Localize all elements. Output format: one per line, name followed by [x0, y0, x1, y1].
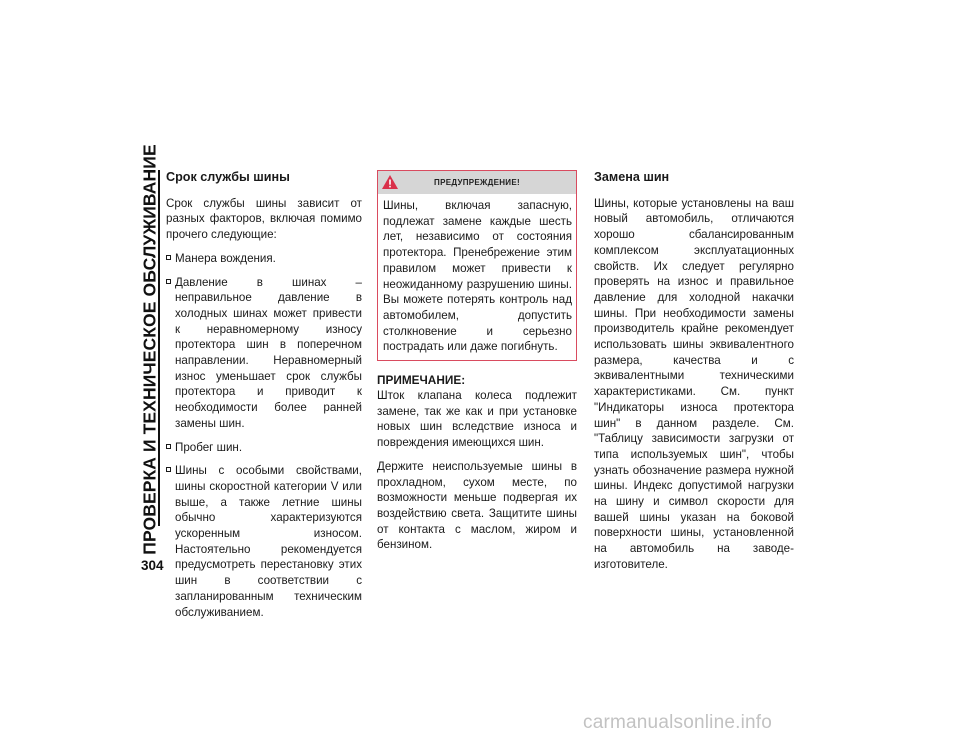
list-item: Пробег шин. — [166, 440, 362, 456]
watermark-text: carmanualsonline.info — [583, 712, 773, 733]
column-tire-life — [166, 170, 362, 628]
page-number: 304 — [141, 558, 164, 573]
section-side-title: ПРОВЕРКА И ТЕХНИЧЕСКОЕ ОБСЛУЖИВАНИЕ — [139, 143, 160, 555]
column-tire-replacement — [594, 170, 794, 581]
checkbox-bullet-icon — [166, 279, 171, 284]
replacement-paragraph: Шины, которые установлены на ваш новый автомобиль, отличаются хорошо сбалансированным комплексом эксплуатационных свойств. Их следует регулярно проверять на износ и правильное давление для холодной накачки шины. При необходимости замены производитель крайне рекомендует использовать шины эквивалентного размера, качества и с эквивалентными техническими характеристиками. См. пункт "Индикаторы износа протектора шин" в данном разделе. См. "Таблицу зависимости загрузки от типа используемых шин", чтобы узнать обозначение размера нужной шины. Индекс допустимой нагрузки на шину и символ скорости для вашей шины указан на боковой поверхности шины, установленной на автомобиль на заводе-изготовителе. — [594, 196, 794, 571]
checkbox-bullet-icon — [166, 255, 171, 260]
column-warning-note — [377, 170, 577, 561]
warning-text: Шины, включая запасную, подлежат замене каждые шесть лет, независимо от состояния протектора. Пренебрежение этим правилом может привести к неожиданному разрушению шины. Вы можете потерять контроль над автомобилем, допустить столкновение и серьезно пострадать или даже погибнуть. — [383, 199, 572, 354]
checkbox-bullet-icon — [166, 444, 171, 449]
heading-tire-replacement: Замена шин — [594, 170, 670, 184]
heading-tire-life: Срок службы шины — [166, 170, 290, 184]
storage-paragraph: Держите неиспользуемые шины в прохладном, сухом месте, по возможности меньше подвергая их воздействию света. Защитите шины от контакта с маслом, жиром и бензином. — [377, 459, 577, 552]
warning-header — [378, 171, 576, 194]
warning-box — [377, 170, 577, 361]
note-label: ПРИМЕЧАНИЕ: — [377, 373, 466, 388]
warning-title: ПРЕДУПРЕЖДЕНИЕ! — [434, 177, 520, 187]
intro-paragraph: Срок службы шины зависит от разных факторов, включая помимо прочего следующие: — [166, 196, 362, 242]
list-item: Давление в шинах – неправильное давление в холодных шинах может привести к неравномерному износу протектора шин в поперечном направлении. Неравномерный износ уменьшает срок службы протектора и приводит к необходимости более ранней замены шин. — [166, 275, 362, 432]
section-divider-rule — [158, 170, 160, 526]
list-item: Манера вождения. — [166, 251, 362, 267]
checkbox-bullet-icon — [166, 467, 171, 472]
warning-triangle-icon — [381, 174, 399, 190]
note-text: Шток клапана колеса подлежит замене, так же как и при установке новых шин вследствие износа и повреждения имеющихся шин. — [377, 389, 577, 450]
list-item: Шины с особыми свойствами, шины скоростной категории V или выше, а также летние шины обычно характеризуются ускоренным износом. Настоятельно рекомендуется предусмотреть перестановку этих шин в соответствии с запланированным техническим обслуживанием. — [166, 463, 362, 620]
warning-body — [378, 194, 576, 360]
